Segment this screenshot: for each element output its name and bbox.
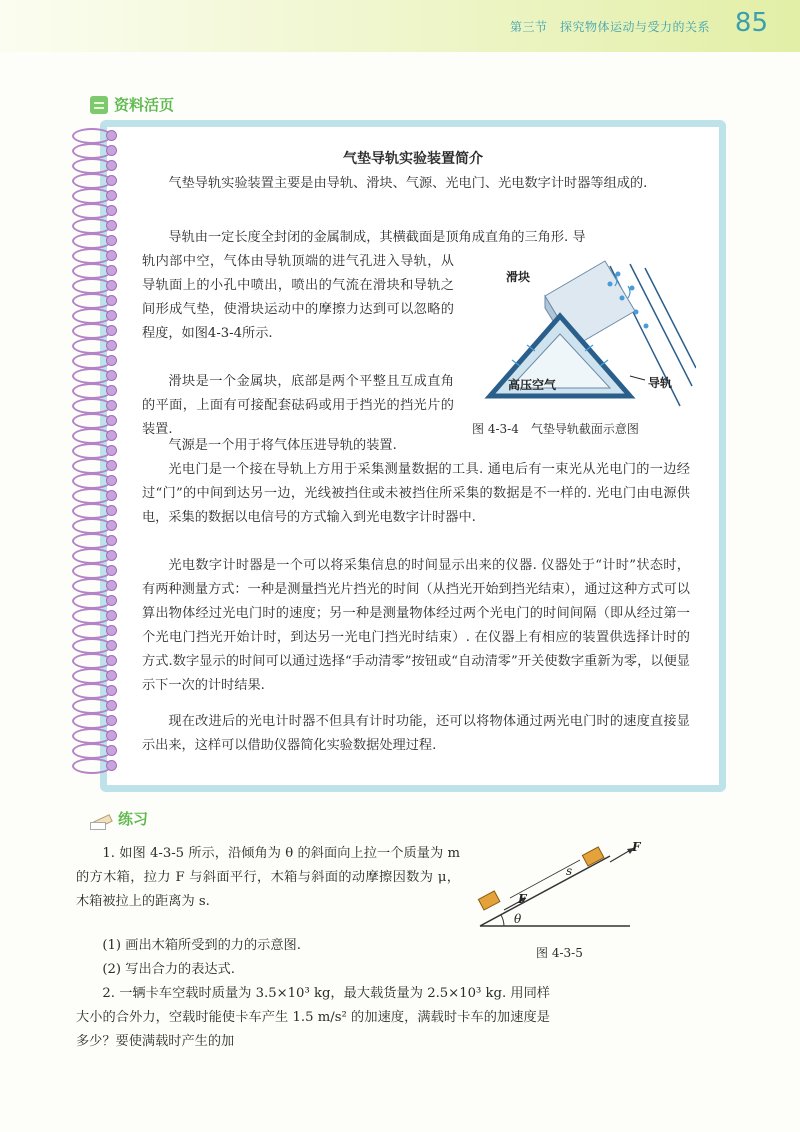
binder-ring	[66, 758, 116, 772]
binder-ring	[66, 683, 116, 697]
section-title: 资料活页	[114, 96, 175, 114]
binder-ring	[66, 383, 116, 397]
binder-ring	[66, 488, 116, 502]
pencil-icon	[90, 810, 112, 828]
binder-ring	[66, 443, 116, 457]
label-force-box: F	[518, 892, 527, 906]
binder-ring	[66, 308, 116, 322]
card-paragraph-2a: 导轨由一定长度全封闭的金属制成，其横截面是顶角成直角的三角形. 导	[168, 230, 586, 245]
binder-ring	[66, 668, 116, 682]
binder-ring	[66, 458, 116, 472]
binder-ring	[66, 398, 116, 412]
question-2: 2. 一辆卡车空载时质量为 3.5×10³ kg，最大载货量为 2.5×10³ kg. 用同样大小的合外力，空载时能使卡车产生 1.5 m/s² 的加速度，满载时卡车的加速度是多少？要使满载时产生的加	[76, 986, 550, 1049]
card-paragraph-5: 光电门是一个接在导轨上方用于采集测量数据的工具. 通电后有一束光从光电门的一边经过“门”的中间到达另一边，光线被挡住或未被挡住所采集的数据是不一样的. 光电门由电源供电，采集的数据以电信号的方式输入到光电数字计时器中.	[142, 462, 690, 525]
binder-ring	[66, 638, 116, 652]
binder-ring	[66, 428, 116, 442]
binder-ring	[66, 173, 116, 187]
card-paragraph-6: 光电数字计时器是一个可以将采集信息的时间显示出来的仪器. 仪器处于“计时”状态时，有两种测量方式：一种是测量挡光片挡光的时间（从挡光开始到挡光结束），通过这种方式可以算出物体经过光电门时的速度；另一种是测量物体经过两个光电门的时间间隔（即从经过第一个光电门挡光开始计时，到达另一光电门挡光时结束）. 在仪器上有相应的装置供选择计时的方式.数字显示的时间可以通过选择“手动清零”按钮或“自动清零”开关使数字重新为零，以便显示下一次的计时结果.	[142, 558, 690, 693]
incline-surface	[480, 856, 610, 926]
air-track-diagram	[460, 256, 696, 446]
binder-ring	[66, 323, 116, 337]
page-number: 85	[734, 8, 768, 38]
label-theta: θ	[514, 912, 522, 926]
card-paragraph-7: 现在改进后的光电计时器不但具有计时功能，还可以将物体通过两光电门时的速度直接显示出来，这样可以借助仪器简化实验数据处理过程.	[142, 714, 690, 753]
rail-pointer	[630, 376, 645, 380]
box-end-rect	[582, 847, 604, 866]
box-end	[582, 847, 604, 866]
binder-ring	[66, 713, 116, 727]
binder-ring	[66, 218, 116, 232]
card-paragraph-1: 气垫导轨实验装置主要是由导轨、滑块、气源、光电门、光电数字计时器等组成的.	[168, 176, 648, 191]
air-hole	[644, 324, 649, 329]
figure-4-3-4-caption: 图 4-3-4 气垫导轨截面示意图	[472, 422, 639, 436]
box-start-rect	[478, 891, 500, 910]
card-title: 气垫导轨实验装置简介	[343, 151, 483, 167]
binder-ring	[66, 353, 116, 367]
binder-ring	[66, 248, 116, 262]
binder-ring	[66, 578, 116, 592]
section-heading	[90, 94, 174, 115]
exercise-title: 练习	[118, 810, 149, 828]
binder-ring	[66, 503, 116, 517]
label-force-top: F	[632, 840, 641, 854]
exercise-heading	[90, 808, 148, 829]
binder-ring	[66, 473, 116, 487]
binder-ring	[66, 293, 116, 307]
binder-ring	[66, 128, 116, 142]
binder-ring	[66, 338, 116, 352]
air-hole	[634, 310, 639, 315]
binder-ring	[66, 653, 116, 667]
incline-diagram	[470, 838, 640, 938]
rail-line	[645, 268, 696, 368]
angle-arc	[501, 915, 504, 926]
binder-ring	[66, 233, 116, 247]
binder-ring	[66, 188, 116, 202]
label-rail: 导轨	[648, 376, 673, 390]
question-1-part-1: (1) 画出木箱所受到的力的示意图.	[102, 938, 301, 953]
binder-ring	[66, 743, 116, 757]
binder-ring	[66, 368, 116, 382]
label-distance: s	[566, 864, 573, 878]
binder-ring	[66, 263, 116, 277]
air-hole	[608, 282, 613, 287]
binder-ring	[66, 728, 116, 742]
binder-ring	[66, 518, 116, 532]
binder-ring	[66, 593, 116, 607]
binder-ring	[66, 623, 116, 637]
air-hole	[620, 296, 625, 301]
header-section: 第三节 探究物体运动与受力的关系	[509, 20, 710, 34]
binder-ring	[66, 203, 116, 217]
binder-ring	[66, 533, 116, 547]
binder-ring	[66, 548, 116, 562]
figure-4-3-5-caption: 图 4-3-5	[536, 946, 583, 960]
book-icon	[90, 96, 108, 114]
binder-ring	[66, 413, 116, 427]
binder-ring	[66, 698, 116, 712]
binder-rings	[66, 128, 126, 778]
binder-ring	[66, 278, 116, 292]
card-paragraph-2b: 轨内部中空，气体由导轨顶端的进气孔进入导轨，从导轨面上的小孔中喷出，喷出的气流在滑块和导轨之间形成气垫，使滑块运动中的摩擦力达到可以忽略的程度，如图4-3-4所示.	[142, 254, 454, 341]
card-paragraph-4: 气源是一个用于将气体压进导轨的装置.	[168, 438, 397, 453]
binder-ring	[66, 608, 116, 622]
card-paragraph-3: 滑块是一个金属块，底部是两个平整且互成直角的平面，上面有可接配套砝码或用于挡光的挡光片的装置.	[142, 374, 454, 437]
question-1: 1. 如图 4-3-5 所示，沿倾角为 θ 的斜面向上拉一个质量为 m 的方木箱，拉力 F 与斜面平行，木箱与斜面的动摩擦因数为 μ，木箱被拉上的距离为 s.	[76, 846, 460, 909]
label-slider: 滑块	[506, 270, 531, 284]
question-1-part-2: (2) 写出合力的表达式.	[102, 962, 235, 977]
box-start	[478, 891, 500, 910]
binder-ring	[66, 563, 116, 577]
label-high-pressure-air: 高压空气	[508, 378, 557, 392]
